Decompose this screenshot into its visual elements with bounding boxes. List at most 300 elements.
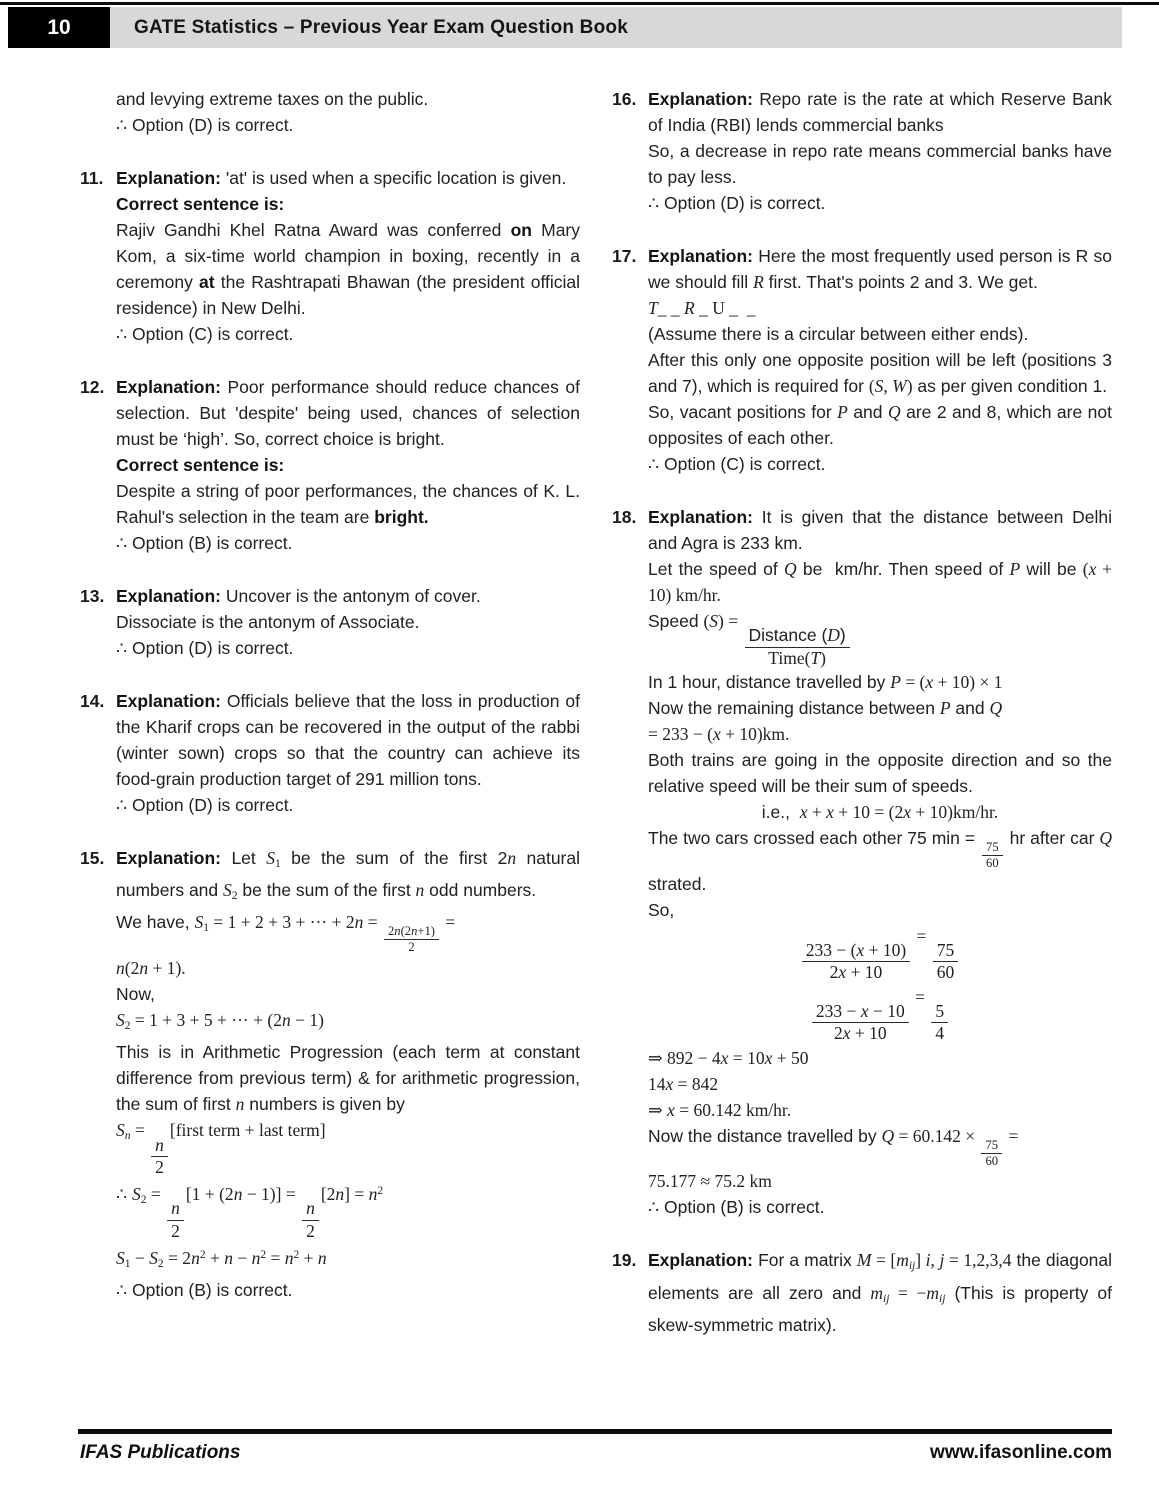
paragraph — [648, 669, 1112, 695]
text-run: bright. — [374, 507, 429, 527]
text-run: n — [415, 880, 425, 901]
item-number — [80, 86, 116, 138]
text-run: n — [191, 1247, 200, 1268]
paragraph — [648, 608, 1112, 669]
text-run: the diagonal elements are all zero and — [648, 1250, 1113, 1303]
text-run: n — [139, 958, 149, 979]
text-run: S — [116, 1120, 125, 1141]
text-run: 75.177 ≈ 75.2 km — [648, 1171, 772, 1192]
fraction — [933, 940, 959, 984]
fraction-denominator — [981, 1154, 1002, 1169]
paragraph — [116, 1277, 580, 1303]
text-run: ∴ Option (B) is correct. — [648, 1197, 825, 1218]
text-run: Dissociate is the antonym of Associate. — [116, 612, 420, 632]
paragraph — [648, 721, 1112, 747]
item-body — [648, 504, 1112, 1220]
paragraph — [648, 799, 1112, 825]
text-run: R — [683, 298, 695, 318]
text-run: 60 — [936, 962, 955, 983]
text-run: It is given that the distance between Delhi and Agra is 233 km. — [648, 507, 1112, 553]
paragraph — [648, 1168, 1112, 1194]
text-run: − 1)] = — [242, 1184, 301, 1205]
text-run: = — [363, 912, 382, 933]
text-run: ij — [908, 1260, 916, 1273]
text-run: natural numbers and — [116, 848, 581, 901]
explanation-item — [612, 504, 1112, 1220]
text-run: + 10) km/hr. — [648, 559, 1113, 605]
text-run: 60 — [985, 1153, 999, 1168]
text-run: 2 — [199, 1249, 206, 1262]
paragraph — [648, 556, 1112, 608]
fraction-numerator — [812, 1001, 909, 1023]
text-run: 2 — [140, 1194, 147, 1207]
fraction-numerator — [167, 1198, 184, 1220]
fraction-denominator — [404, 940, 418, 955]
text-run: , — [883, 376, 893, 396]
text-run: x — [712, 724, 721, 745]
paragraph — [648, 923, 1112, 984]
text-run: n — [335, 1184, 345, 1205]
text-run: x — [799, 802, 808, 823]
text-run: Both trains are going in the opposite direction and so the relative speed will be their sum of speeds. — [648, 750, 1112, 797]
explanation-item — [80, 688, 580, 818]
column-right — [612, 86, 1112, 1365]
text-run: n — [251, 1247, 261, 1268]
item-number: 15. — [80, 848, 105, 868]
item-body — [648, 243, 1112, 477]
text-run: n — [284, 1247, 294, 1268]
paragraph — [116, 1178, 580, 1242]
text-run: S — [116, 1010, 125, 1031]
text-run: x — [1088, 559, 1097, 579]
text-run: be km/hr. Then speed of — [796, 559, 1010, 579]
text-run: Mary Kom, a six-time world champion in boxing, recently in a ceremony — [116, 220, 581, 292]
text-run: n — [354, 912, 364, 933]
text-run: ( — [703, 611, 710, 631]
text-run: Explanation: — [116, 691, 227, 711]
text-run: − — [130, 1247, 150, 1268]
text-run: and levying extreme taxes on the public. — [116, 89, 429, 109]
text-run: S — [116, 1247, 125, 1268]
text-run: will be — [1020, 559, 1083, 579]
explanation-item — [612, 1247, 1112, 1337]
fraction-numerator — [302, 1198, 319, 1220]
fraction-denominator — [933, 962, 959, 983]
text-run: ij — [883, 1292, 890, 1305]
paragraph — [648, 243, 1112, 295]
explanation-item — [80, 374, 580, 556]
fraction-numerator — [384, 924, 439, 940]
item-body — [116, 86, 580, 138]
text-run: [first term + last term] — [169, 1120, 326, 1141]
text-run: P — [837, 402, 848, 422]
paragraph — [116, 165, 580, 191]
fraction-numerator — [981, 1138, 1002, 1154]
text-run: ⇒ 892 − 4 — [648, 1047, 721, 1068]
paragraph — [648, 897, 1112, 923]
item-body — [116, 845, 580, 1303]
text-run: = 2 — [163, 1247, 192, 1268]
text-run: After this only one opposite position will be left (positions 3 and 7), which is required for — [648, 350, 1112, 396]
paragraph — [648, 399, 1112, 451]
text-run: So, a decrease in repo rate means commercial banks have to pay less. — [648, 141, 1112, 187]
paragraph — [116, 478, 580, 530]
paragraph — [116, 609, 580, 635]
text-run: + 10)km/hr. — [911, 802, 999, 823]
text-run: ) — [820, 647, 826, 668]
text-run: + — [205, 1247, 225, 1268]
text-run: [1 + (2 — [185, 1184, 234, 1205]
paragraph — [648, 1071, 1112, 1097]
text-run: = — [910, 986, 930, 1007]
paragraph — [116, 530, 580, 556]
text-run: + 1). — [148, 958, 186, 979]
text-run: ) = — [718, 611, 743, 631]
text-run: ij — [938, 1292, 946, 1305]
text-run: numbers is given by — [244, 1094, 405, 1115]
text-run: 2 — [833, 1023, 843, 1044]
paragraph — [116, 1039, 580, 1117]
text-run: are 2 and 8, which are not opposites of each other. — [648, 402, 1112, 448]
paragraph — [648, 1194, 1112, 1220]
text-run: n — [507, 848, 517, 868]
text-run: ∴ Option (C) is correct. — [648, 454, 826, 474]
page-header — [8, 7, 1122, 48]
text-run: Explanation: — [648, 246, 759, 266]
text-run: Poor performance should reduce chances of selection. But 'despite' being used, chances of selection must be ‘high’. So, correct choice is bright. — [116, 377, 580, 449]
paragraph — [648, 1097, 1112, 1123]
item-number: 13. — [80, 586, 105, 606]
text-run: i — [925, 1250, 931, 1271]
fraction-denominator — [302, 1221, 319, 1242]
text-run: 2 — [306, 1220, 315, 1241]
fraction-denominator — [167, 1221, 184, 1242]
paragraph — [116, 635, 580, 661]
text-run: be the sum of the first 2 — [280, 848, 508, 868]
footer-website: www.ifasonline.com — [930, 1442, 1112, 1463]
text-run: = 10 — [728, 1047, 765, 1068]
text-run: n — [306, 1198, 315, 1219]
text-run: = [ — [871, 1250, 897, 1271]
text-run: 4 — [935, 1023, 945, 1044]
paragraph — [116, 792, 580, 818]
fraction — [812, 1001, 909, 1045]
text-run: 75 — [985, 1137, 999, 1152]
text-run: S — [874, 376, 884, 396]
text-run: For a matrix — [758, 1250, 857, 1271]
paragraph — [648, 695, 1112, 721]
text-run: x — [720, 1047, 729, 1068]
text-run: (2 — [124, 958, 140, 979]
text-run: 233 − ( — [805, 940, 857, 961]
page-number-badge — [8, 7, 110, 48]
text-run: 2 — [829, 962, 839, 983]
text-run: ∴ Option (B) is correct. — [116, 533, 293, 553]
column-left — [80, 86, 580, 1365]
text-run: Let the speed of — [648, 559, 784, 579]
text-run: 2 — [157, 1258, 164, 1271]
text-run: + 10) × 1 — [933, 672, 1003, 693]
text-run: = — [146, 1184, 166, 1205]
text-run: Let — [231, 848, 267, 868]
fraction-denominator — [764, 648, 830, 669]
text-run: 2 — [171, 1220, 180, 1241]
content-columns — [80, 86, 1112, 1365]
text-run: + 50 — [772, 1047, 809, 1068]
text-run: = 60.142 × — [894, 1125, 980, 1146]
text-run: + — [807, 802, 827, 823]
text-run: = 1,2,3,4 — [944, 1250, 1012, 1271]
paragraph — [648, 347, 1112, 399]
text-run: x — [903, 802, 912, 823]
text-run: = 1 + 3 + 5 + ··· + (2 — [130, 1010, 282, 1031]
text-run: ] = — [344, 1184, 369, 1205]
text-run: m — [926, 1282, 939, 1303]
text-run: Q — [784, 559, 797, 579]
text-run: x — [764, 1047, 773, 1068]
text-run: as per given condition 1. — [912, 376, 1108, 396]
text-run: = 60.142 km/hr. — [674, 1099, 792, 1120]
item-body — [116, 688, 580, 818]
paragraph — [648, 825, 1112, 897]
paragraph — [116, 321, 580, 347]
text-run: Uncover is the antonym of cover. — [225, 586, 481, 606]
text-run: Now the remaining distance between — [648, 698, 940, 719]
text-run: n — [116, 958, 125, 979]
fraction-numerator — [982, 840, 1003, 856]
text-run: i.e., — [761, 802, 800, 823]
item-number: 14. — [80, 691, 105, 711]
text-run: ( — [868, 376, 875, 396]
text-run: The two cars crossed each other 75 min = — [648, 828, 981, 849]
text-run: Officials believe that the loss in production of the Kharif crops can be recovered in the output of the rabbi (winter sown) crops so that the country can achieve its food-grain production target of 291 million tons. — [116, 691, 580, 789]
text-run: T — [810, 647, 821, 668]
item-number: 16. — [612, 89, 637, 109]
text-run: Here the most frequently used person is R so we should fill — [648, 246, 1112, 292]
fraction — [151, 1135, 168, 1179]
text-run: 1 — [124, 1258, 131, 1271]
text-run: the Rashtrapati Bhawan (the president official residence) in New Delhi. — [116, 272, 580, 318]
text-run: n — [317, 1247, 327, 1268]
paragraph — [116, 86, 580, 112]
text-run: odd numbers. — [424, 880, 537, 901]
text-run: n — [124, 1130, 131, 1143]
paragraph — [648, 138, 1112, 190]
text-run: = — [912, 925, 931, 946]
item-body — [116, 374, 580, 556]
text-run: x — [842, 1023, 851, 1044]
paragraph — [116, 981, 580, 1007]
item-body — [648, 86, 1112, 216]
text-run: (Assume there is a circular between either ends). — [648, 324, 1029, 344]
explanation-item — [80, 165, 580, 347]
text-run: _ _ — [657, 298, 684, 318]
text-run: 2 — [408, 940, 415, 955]
top-rule — [0, 2, 1159, 5]
text-run: n — [368, 1184, 378, 1205]
text-run: 2 — [124, 1020, 131, 1033]
page-footer — [80, 1442, 1112, 1464]
text-run: = — [130, 1120, 150, 1141]
text-run: + 10 — [850, 1023, 887, 1044]
fraction-denominator — [982, 856, 1003, 871]
text-run: Now, — [116, 984, 155, 1005]
fraction-numerator — [745, 625, 850, 647]
text-run: = 1 + 2 + 3 + ··· + 2 — [209, 912, 355, 933]
item-number: 19. — [612, 1250, 637, 1271]
text-run: 5 — [935, 1001, 945, 1022]
paragraph — [116, 112, 580, 138]
text-run: S — [223, 880, 232, 901]
paragraph — [116, 688, 580, 792]
fraction-denominator — [151, 1157, 168, 1178]
footer-rule — [78, 1429, 1112, 1434]
text-run: Explanation: — [116, 848, 232, 868]
paragraph — [116, 909, 580, 955]
text-run: x — [826, 802, 834, 823]
text-run: Q — [887, 402, 901, 422]
text-run: strated. — [648, 873, 707, 894]
text-run: Explanation: — [116, 377, 228, 397]
page-number: 10 — [47, 15, 71, 39]
text-run: Correct sentence is: — [116, 194, 285, 214]
text-run: x — [667, 1099, 675, 1120]
text-run: x — [925, 672, 934, 693]
item-body — [648, 1247, 1112, 1337]
text-run: m — [896, 1250, 909, 1271]
text-run: − 10 — [868, 1001, 905, 1022]
text-run: n — [281, 1010, 291, 1031]
paragraph — [116, 955, 580, 981]
text-run: 2 — [260, 1249, 267, 1262]
text-run: P — [1009, 559, 1021, 579]
text-run: = 233 − ( — [648, 724, 713, 745]
text-run: S — [132, 1184, 141, 1205]
text-run: ∴ Option (B) is correct. — [116, 1280, 293, 1301]
text-run: S — [194, 912, 204, 933]
explanation-item — [80, 583, 580, 661]
fraction-numerator — [931, 1001, 948, 1023]
text-run: n — [411, 924, 418, 939]
text-run: Correct sentence is: — [116, 455, 285, 475]
text-run: first. That's points 2 and 3. We get. — [763, 272, 1038, 292]
text-run: = — [266, 1247, 285, 1268]
text-run: + 10 = (2 — [833, 802, 904, 823]
text-run: Repo rate is the rate at which Reserve Bank of India (RBI) lends commercial banks — [648, 89, 1112, 135]
text-run: 2 — [387, 924, 395, 939]
paragraph — [648, 1247, 1112, 1337]
text-run: Time( — [768, 647, 811, 668]
text-run: j — [939, 1250, 945, 1271]
text-run: = — [440, 912, 456, 933]
item-body — [116, 165, 580, 347]
paragraph — [116, 1117, 580, 1178]
text-run: n — [155, 1134, 164, 1155]
fraction-denominator — [830, 1023, 891, 1044]
text-run: = 842 — [673, 1073, 719, 1094]
text-run: 2 — [293, 1249, 300, 1262]
fraction — [931, 1001, 948, 1045]
text-run: S — [709, 611, 719, 631]
text-run: +1) — [417, 924, 435, 939]
text-run: at — [199, 272, 215, 292]
text-run: , — [930, 1250, 940, 1271]
text-run: x — [860, 1001, 869, 1022]
text-run: = ( — [900, 672, 926, 693]
text-run: Despite a string of poor performances, the chances of K. L. Rahul's selection in the team are — [116, 481, 580, 527]
paragraph — [116, 374, 580, 452]
explanation-item — [612, 86, 1112, 216]
text-run: S — [266, 848, 275, 868]
text-run: and — [847, 402, 888, 422]
text-run: ⇒ — [648, 1099, 668, 1120]
text-run: ] — [915, 1250, 926, 1271]
text-run: So, vacant positions for — [648, 402, 838, 422]
text-run: ∴ Option (D) is correct. — [116, 795, 294, 815]
continuation-item — [80, 86, 580, 138]
text-run: [2 — [320, 1184, 336, 1205]
text-run: Speed — [648, 611, 704, 631]
text-run: hr after car — [1004, 828, 1100, 849]
text-run: D — [827, 625, 840, 646]
text-run: = — [1004, 1125, 1019, 1146]
text-run: + 10 — [846, 962, 883, 983]
fraction — [745, 625, 850, 669]
text-run: ∴ Option (D) is correct. — [648, 193, 826, 213]
text-run: ∴ Option (D) is correct. — [116, 638, 294, 658]
text-run: 2 — [231, 890, 238, 903]
fraction-denominator — [826, 962, 887, 983]
text-run: Q — [1099, 828, 1112, 849]
paragraph — [116, 845, 580, 909]
text-run: x — [856, 940, 865, 961]
text-run: be the sum of the first — [237, 880, 416, 901]
text-run: n — [171, 1198, 180, 1219]
text-run: (This is property of skew-symmetric matrix). — [648, 1282, 1112, 1335]
item-number: 18. — [612, 507, 637, 527]
text-run: T — [648, 298, 658, 318]
paragraph — [648, 1123, 1112, 1169]
text-run: ) — [906, 376, 913, 396]
text-run: P — [890, 672, 901, 693]
text-run: 233 − — [815, 1001, 861, 1022]
paragraph — [648, 190, 1112, 216]
text-run: + 10)km. — [720, 724, 790, 745]
text-run: n — [394, 924, 401, 939]
text-run: Explanation: — [116, 168, 226, 188]
text-run: ∴ Option (C) is correct. — [116, 324, 294, 344]
text-run: Now the distance travelled by — [648, 1125, 882, 1146]
text-run: ) — [839, 625, 846, 646]
text-run: 2 — [377, 1185, 384, 1198]
text-run: + — [299, 1247, 318, 1268]
text-run: and — [950, 698, 990, 719]
fraction — [981, 1138, 1002, 1169]
paragraph — [648, 1045, 1112, 1071]
text-run: P — [939, 698, 951, 719]
text-run: x — [838, 962, 847, 983]
paragraph — [116, 1007, 580, 1039]
text-run: 75 — [936, 940, 955, 961]
text-run: + 10) — [864, 940, 907, 961]
fraction — [167, 1198, 184, 1242]
item-number: 12. — [80, 377, 105, 397]
text-run: 60 — [986, 855, 999, 870]
text-run: Q — [881, 1125, 895, 1146]
text-run: ∴ — [116, 1184, 132, 1205]
text-run: Q — [989, 698, 1003, 719]
paragraph — [116, 452, 580, 478]
